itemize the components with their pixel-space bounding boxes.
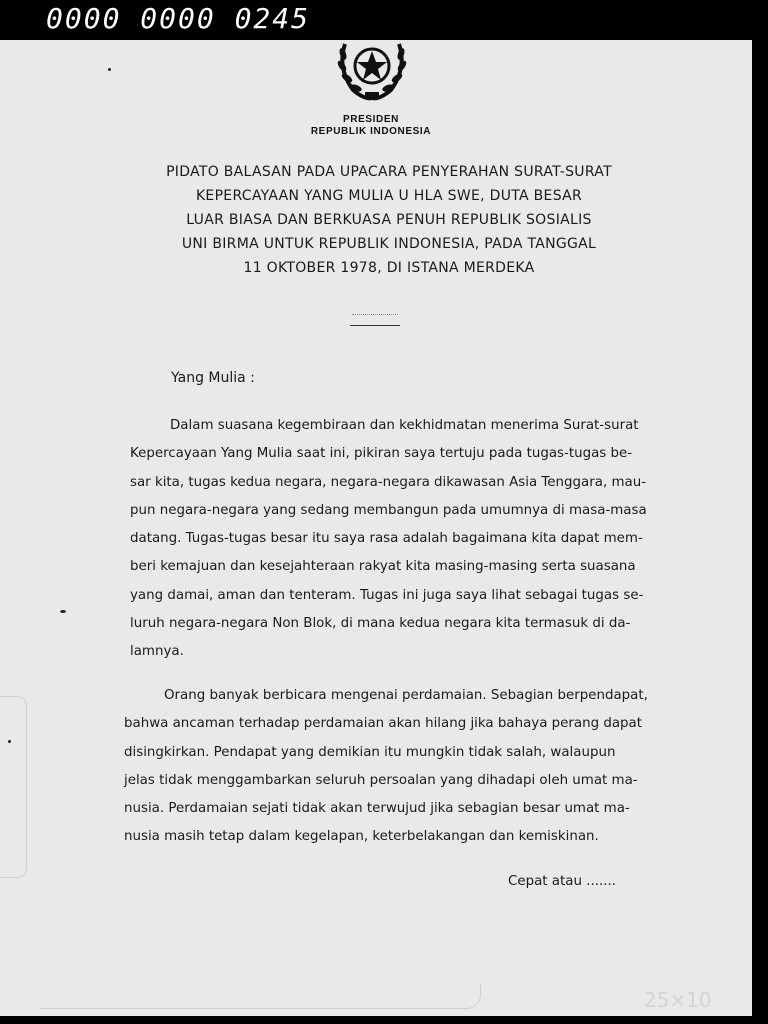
paragraph-line: Orang banyak berbicara mengenai perdamaian. Sebagian berpendapat, — [164, 688, 648, 703]
ink-speck — [108, 68, 111, 71]
document-page — [0, 40, 756, 1016]
paragraph-line: nusia. Perdamaian sejati tidak akan terwujud jika sebagian besar umat ma- — [124, 801, 630, 817]
paragraph-line: datang. Tugas-tugas besar itu saya rasa adalah bagaimana kita dapat mem- — [130, 531, 643, 547]
paragraph-line: luruh negara-negara Non Blok, di mana kedua negara kita termasuk di da- — [130, 616, 631, 632]
film-edge — [752, 40, 768, 1024]
film-frame-number: 0000 0000 0245 — [46, 2, 311, 35]
reduction-stamp: 25×10 — [644, 988, 712, 1012]
paragraph-line: nusia masih tetap dalam kegelapan, keterbelakangan dan kemiskinan. — [124, 829, 599, 845]
binder-mark — [0, 696, 27, 878]
title-line: UNI BIRMA UNTUK REPUBLIK INDONESIA, PADA TANGGAL — [181, 236, 597, 252]
paragraph-line: yang damai, aman dan tenteram. Tugas ini juga saya lihat sebagai tugas se- — [130, 587, 644, 603]
paragraph-2 — [124, 682, 648, 852]
paragraph-line: sar kita, tugas kedua negara, negara-negara dikawasan Asia Tenggara, mau- — [130, 474, 647, 490]
paragraph-line: Kepercayaan Yang Mulia saat ini, pikiran saya tertuju pada tugas-tugas be- — [130, 446, 633, 462]
paragraph-line: bahwa ancaman terhadap perdamaian akan hilang jika bahaya perang dapat — [124, 716, 643, 732]
paragraph-line: Dalam suasana kegembiraan dan kekhidmatan menerima Surat-surat — [170, 418, 639, 433]
page-shadow-curve — [40, 984, 481, 1009]
catchword-closing: Cepat atau ....... — [508, 874, 617, 889]
letterhead-line-2: REPUBLIK INDONESIA — [310, 126, 432, 137]
title-line: LUAR BIASA DAN BERKUASA PENUH REPUBLIK SOSIALIS — [186, 212, 592, 228]
divider-dots — [352, 314, 398, 316]
divider-rule — [350, 325, 400, 326]
title-line: KEPERCAYAAN YANG MULIA U HLA SWE, DUTA BESAR — [195, 188, 583, 204]
salutation: Yang Mulia : — [171, 370, 255, 386]
paragraph-1 — [130, 412, 647, 667]
paragraph-line: beri kemajuan dan kesejahteraan rakyat kita masing-masing serta suasana — [130, 559, 636, 575]
title-line: PIDATO BALASAN PADA UPACARA PENYERAHAN SURAT-SURAT — [166, 164, 612, 180]
speech-title — [0, 160, 768, 280]
paragraph-line: disingkirkan. Pendapat yang demikian itu mungkin tidak salah, walaupun — [124, 744, 616, 760]
paragraph-line: jelas tidak menggambarkan seluruh persoalan yang dihadapi oleh umat ma- — [124, 772, 638, 788]
paragraph-line: lamnya. — [130, 644, 184, 660]
ink-speck — [60, 610, 66, 613]
garuda-star-wreath-emblem-icon — [331, 40, 413, 102]
ink-speck — [8, 740, 11, 743]
title-line: 11 OKTOBER 1978, DI ISTANA MERDEKA — [243, 260, 535, 276]
letterhead-line-1: PRESIDEN — [343, 114, 399, 125]
paragraph-line: pun negara-negara yang sedang membangun pada umumnya di masa-masa — [130, 502, 647, 518]
